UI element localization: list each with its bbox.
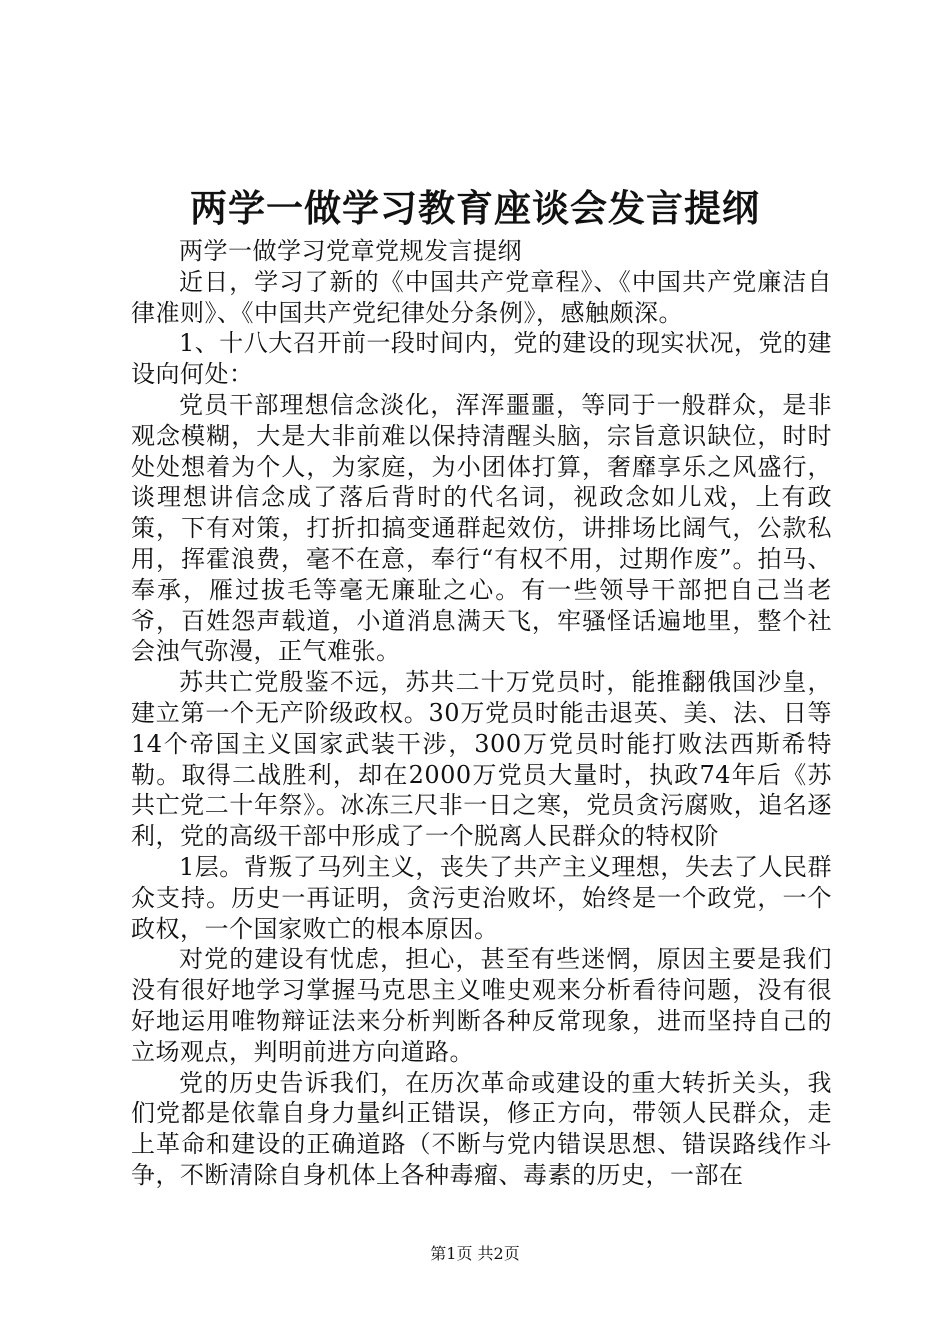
body-paragraph: 党的历史告诉我们，在历次革命或建设的重大转折关头，我们党都是依靠自身力量纠正错误，修正方向，带领人民群众，走上革命和建设的正确道路（不断与党内错误思想、错误路线作斗争，不断清除自身机体上各种毒瘤、毒素的历史，一部在 [131,1068,832,1189]
subtitle-paragraph: 两学一做学习党章党规发言提纲 [179,237,522,265]
document-body [131,236,832,1191]
body-paragraph: 1层。背叛了马列主义，丧失了共产主义理想，失去了人民群众支持。历史一再证明，贪污吏治败坏，始终是一个政党，一个政权，一个国家败亡的根本原因。 [131,852,832,943]
body-paragraph: 1、十八大召开前一段时间内，党的建设的现实状况，党的建设向何处： [131,329,832,389]
body-paragraph: 对党的建设有忧虑，担心，甚至有些迷惘，原因主要是我们没有很好地学习掌握马克思主义唯史观来分析看待问题，没有很好地运用唯物辩证法来分析判断各种反常现象，进而坚持自己的立场观点，判明前进方向道路。 [131,945,832,1066]
body-paragraph: 苏共亡党殷鉴不远，苏共二十万党员时，能推翻俄国沙皇，建立第一个无产阶级政权。30万党员时能击退英、美、法、日等14个帝国主义国家武装干涉，300万党员时能打败法西斯希特勒。取得二战胜利，却在2000万党员大量时，执政74年后《苏共亡党二十年祭》。冰冻三尺非一日之寒，党员贪污腐败，追名逐利，党的高级干部中形成了一个脱离人民群众的特权阶 [131,668,832,851]
body-paragraph: 党员干部理想信念淡化，浑浑噩噩，等同于一般群众，是非观念模糊，大是大非前难以保持清醒头脑，宗旨意识缺位，时时处处想着为个人，为家庭，为小团体打算，奢靡享乐之风盛行，谈理想讲信念成了落后背时的代名词，视政念如儿戏，上有政策，下有对策，打折扣搞变通群起效仿，讲排场比阔气，公款私用，挥霍浪费，毫不在意，奉行“有权不用，过期作废”。拍马、奉承，雁过拔毛等毫无廉耻之心。有一些领导干部把自己当老爷，百姓怨声载道，小道消息满天飞，牢骚怪话遍地里，整个社会浊气弥漫，正气难张。 [131,390,832,666]
document-title: 两学一做学习教育座谈会发言提纲 [190,186,760,230]
page-footer: 第1页 共2页 [430,1244,520,1263]
body-paragraph: 近日，学习了新的《中国共产党章程》、《中国共产党廉洁自律准则》、《中国共产党纪律处分条例》，感触颇深。 [131,267,832,327]
